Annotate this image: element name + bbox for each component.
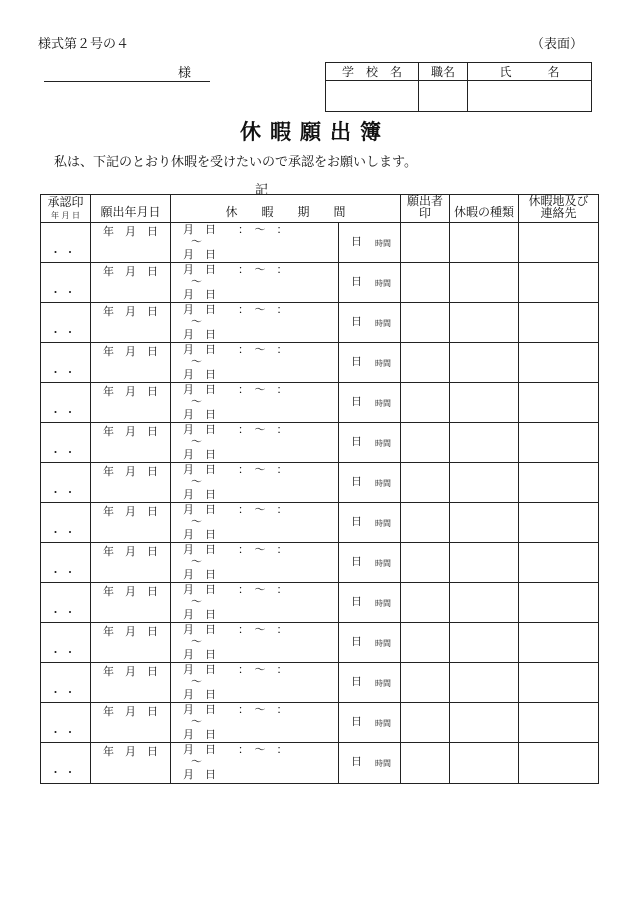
request-date-header [91, 195, 171, 223]
duration-hour-label: 時間 [375, 279, 391, 288]
request-date-placeholder: 年 月 日 [103, 465, 158, 478]
duration-hour-label: 時間 [375, 679, 391, 688]
request-date-placeholder: 年 月 日 [103, 545, 158, 558]
leave-type-cell[interactable] [450, 463, 519, 503]
table-row [41, 343, 599, 383]
duration-day-label: 日 [351, 715, 362, 728]
duration-day-label: 日 [351, 275, 362, 288]
period-to: 月 日 [183, 528, 216, 541]
period-cell[interactable] [171, 263, 339, 303]
duration-cell[interactable] [339, 743, 401, 784]
period-to: 月 日 [183, 248, 216, 261]
destination-cell[interactable] [519, 543, 599, 583]
period-tilde: 〜 [191, 515, 202, 528]
request-date-placeholder: 年 月 日 [103, 385, 158, 398]
period-tilde: 〜 [191, 355, 202, 368]
period-tilde: 〜 [191, 235, 202, 248]
destination-cell[interactable] [519, 583, 599, 623]
request-date-cell[interactable] [91, 463, 171, 503]
approval-cell[interactable] [41, 383, 91, 423]
leave-type-cell[interactable] [450, 743, 519, 784]
period-from: 月 日 ： 〜 ： [183, 383, 288, 396]
form-number: 様式第２号の４ [38, 37, 130, 52]
duration-cell[interactable] [339, 343, 401, 383]
approval-date-dots: ・ ・ [50, 406, 76, 419]
request-statement: 私は、下記のとおり休暇を受けたいので承認をお願いします。 [54, 155, 417, 170]
leave-type-cell[interactable] [450, 543, 519, 583]
duration-cell[interactable] [339, 263, 401, 303]
approval-date-dots: ・ ・ [50, 326, 76, 339]
duration-cell[interactable] [339, 543, 401, 583]
destination-cell[interactable] [519, 423, 599, 463]
period-from: 月 日 ： 〜 ： [183, 583, 288, 596]
period-tilde: 〜 [191, 755, 202, 768]
duration-cell[interactable] [339, 223, 401, 263]
approval-cell[interactable] [41, 583, 91, 623]
addressee-line [44, 81, 210, 82]
period-tilde: 〜 [191, 555, 202, 568]
duration-day-label: 日 [351, 435, 362, 448]
period-cell[interactable] [171, 383, 339, 423]
duration-cell[interactable] [339, 383, 401, 423]
duration-day-label: 日 [351, 635, 362, 648]
applicant-seal-cell[interactable] [401, 463, 450, 503]
applicant-seal-cell[interactable] [401, 583, 450, 623]
period-from: 月 日 ： 〜 ： [183, 703, 288, 716]
table-row [41, 663, 599, 703]
duration-hour-label: 時間 [375, 479, 391, 488]
destination-cell[interactable] [519, 263, 599, 303]
applicant-seal-cell[interactable] [401, 743, 450, 784]
period-tilde: 〜 [191, 715, 202, 728]
period-header-label: 休 暇 期 間 [225, 205, 346, 219]
duration-day-label: 日 [351, 315, 362, 328]
table-row [41, 223, 599, 263]
approval-date-dots: ・ ・ [50, 726, 76, 739]
leave-type-header-label: 休暇の種類 [453, 205, 514, 219]
approval-date-dots: ・ ・ [50, 566, 76, 579]
leave-type-cell[interactable] [450, 223, 519, 263]
period-to: 月 日 [183, 648, 216, 661]
request-date-placeholder: 年 月 日 [103, 705, 158, 718]
applicant-seal-header [401, 195, 450, 223]
addressee-honorific: 様 [178, 66, 192, 81]
period-cell[interactable] [171, 343, 339, 383]
duration-day-label: 日 [351, 675, 362, 688]
period-tilde: 〜 [191, 635, 202, 648]
destination-cell[interactable] [519, 463, 599, 503]
applicant-seal-cell[interactable] [401, 543, 450, 583]
period-cell[interactable] [171, 743, 339, 784]
applicant-seal-cell[interactable] [401, 423, 450, 463]
name-field[interactable] [468, 81, 592, 112]
approval-cell[interactable] [41, 423, 91, 463]
applicant-seal-cell[interactable] [401, 303, 450, 343]
approval-date-dots: ・ ・ [50, 286, 76, 299]
request-date-placeholder: 年 月 日 [103, 745, 158, 758]
applicant-seal-cell[interactable] [401, 383, 450, 423]
approval-date-dots: ・ ・ [50, 526, 76, 539]
approval-cell[interactable] [41, 463, 91, 503]
period-to: 月 日 [183, 448, 216, 461]
approval-cell[interactable] [41, 703, 91, 743]
duration-hour-label: 時間 [375, 759, 391, 768]
duration-hour-label: 時間 [375, 239, 391, 248]
leave-type-cell[interactable] [450, 583, 519, 623]
approval-header-label: 承認印 [47, 195, 84, 209]
destination-cell[interactable] [519, 623, 599, 663]
duration-cell[interactable] [339, 583, 401, 623]
applicant-seal-cell[interactable] [401, 343, 450, 383]
period-to: 月 日 [183, 768, 216, 781]
leave-type-cell[interactable] [450, 303, 519, 343]
period-tilde: 〜 [191, 595, 202, 608]
applicant-seal-cell[interactable] [401, 503, 450, 543]
table-row [41, 463, 599, 503]
school-name-field[interactable] [326, 81, 419, 112]
leave-type-cell[interactable] [450, 703, 519, 743]
table-row [41, 623, 599, 663]
leave-type-cell[interactable] [450, 423, 519, 463]
period-from: 月 日 ： 〜 ： [183, 343, 288, 356]
period-to: 月 日 [183, 728, 216, 741]
approval-date-dots: ・ ・ [50, 606, 76, 619]
duration-day-label: 日 [351, 515, 362, 528]
period-from: 月 日 ： 〜 ： [183, 303, 288, 316]
period-tilde: 〜 [191, 275, 202, 288]
approval-cell[interactable] [41, 263, 91, 303]
period-from: 月 日 ： 〜 ： [183, 743, 288, 756]
duration-hour-label: 時間 [375, 359, 391, 368]
table-row [41, 503, 599, 543]
request-date-cell[interactable] [91, 663, 171, 703]
destination-cell[interactable] [519, 663, 599, 703]
period-to: 月 日 [183, 368, 216, 381]
period-from: 月 日 ： 〜 ： [183, 223, 288, 236]
destination-cell[interactable] [519, 223, 599, 263]
request-date-cell[interactable] [91, 623, 171, 663]
applicant-seal-cell[interactable] [401, 663, 450, 703]
leave-type-cell[interactable] [450, 663, 519, 703]
request-date-cell[interactable] [91, 263, 171, 303]
name-header: 氏 名 [468, 63, 592, 81]
position-field[interactable] [419, 81, 468, 112]
approval-cell[interactable] [41, 543, 91, 583]
request-date-cell[interactable] [91, 383, 171, 423]
period-cell[interactable] [171, 303, 339, 343]
request-date-placeholder: 年 月 日 [103, 305, 158, 318]
duration-cell[interactable] [339, 623, 401, 663]
duration-hour-label: 時間 [375, 319, 391, 328]
period-tilde: 〜 [191, 315, 202, 328]
duration-day-label: 日 [351, 555, 362, 568]
approval-cell[interactable] [41, 663, 91, 703]
period-from: 月 日 ： 〜 ： [183, 663, 288, 676]
duration-hour-label: 時間 [375, 399, 391, 408]
duration-cell[interactable] [339, 503, 401, 543]
request-date-cell[interactable] [91, 703, 171, 743]
table-row [41, 583, 599, 623]
approval-date-dots: ・ ・ [50, 366, 76, 379]
approval-date-dots: ・ ・ [50, 486, 76, 499]
period-to: 月 日 [183, 288, 216, 301]
period-tilde: 〜 [191, 675, 202, 688]
request-date-cell[interactable] [91, 343, 171, 383]
approval-cell[interactable] [41, 623, 91, 663]
period-cell[interactable] [171, 583, 339, 623]
destination-header [519, 195, 599, 223]
request-date-placeholder: 年 月 日 [103, 625, 158, 638]
period-cell[interactable] [171, 543, 339, 583]
request-date-placeholder: 年 月 日 [103, 425, 158, 438]
duration-cell[interactable] [339, 703, 401, 743]
request-date-cell[interactable] [91, 543, 171, 583]
approval-cell[interactable] [41, 503, 91, 543]
page-title: 休暇願出簿 [240, 119, 390, 144]
period-from: 月 日 ： 〜 ： [183, 263, 288, 276]
period-tilde: 〜 [191, 435, 202, 448]
approval-date-header: 年 月 日 [50, 211, 81, 220]
approval-cell[interactable] [41, 743, 91, 784]
approval-date-dots: ・ ・ [50, 686, 76, 699]
position-header: 職名 [419, 63, 468, 81]
request-date-placeholder: 年 月 日 [103, 585, 158, 598]
leave-type-cell[interactable] [450, 503, 519, 543]
leave-type-cell[interactable] [450, 263, 519, 303]
applicant-seal-cell[interactable] [401, 703, 450, 743]
period-cell[interactable] [171, 663, 339, 703]
request-date-placeholder: 年 月 日 [103, 225, 158, 238]
applicant-seal-cell[interactable] [401, 263, 450, 303]
leave-type-cell[interactable] [450, 343, 519, 383]
duration-hour-label: 時間 [375, 519, 391, 528]
destination-cell[interactable] [519, 503, 599, 543]
approval-header [41, 195, 91, 223]
period-cell[interactable] [171, 223, 339, 263]
leave-type-cell[interactable] [450, 623, 519, 663]
leave-request-table [40, 194, 599, 784]
period-to: 月 日 [183, 608, 216, 621]
request-date-placeholder: 年 月 日 [103, 345, 158, 358]
approval-date-dots: ・ ・ [50, 446, 76, 459]
period-to: 月 日 [183, 488, 216, 501]
table-row [41, 423, 599, 463]
period-to: 月 日 [183, 328, 216, 341]
destination-cell[interactable] [519, 743, 599, 784]
destination-cell[interactable] [519, 303, 599, 343]
applicant-seal-header-label: 願出者 印 [406, 194, 443, 220]
duration-cell[interactable] [339, 303, 401, 343]
period-from: 月 日 ： 〜 ： [183, 503, 288, 516]
request-date-placeholder: 年 月 日 [103, 665, 158, 678]
approval-cell[interactable] [41, 303, 91, 343]
duration-day-label: 日 [351, 395, 362, 408]
destination-header-label: 休暇地及び 連絡先 [528, 194, 589, 220]
duration-cell[interactable] [339, 663, 401, 703]
period-to: 月 日 [183, 568, 216, 581]
period-cell[interactable] [171, 463, 339, 503]
duration-hour-label: 時間 [375, 559, 391, 568]
period-header [171, 195, 401, 223]
duration-day-label: 日 [351, 595, 362, 608]
approval-cell[interactable] [41, 343, 91, 383]
table-row [41, 743, 599, 784]
period-to: 月 日 [183, 688, 216, 701]
duration-day-label: 日 [351, 235, 362, 248]
duration-hour-label: 時間 [375, 719, 391, 728]
approval-cell[interactable] [41, 223, 91, 263]
request-date-placeholder: 年 月 日 [103, 265, 158, 278]
signature-box [325, 62, 592, 112]
period-tilde: 〜 [191, 395, 202, 408]
period-tilde: 〜 [191, 475, 202, 488]
duration-cell[interactable] [339, 423, 401, 463]
side-label: （表面） [531, 37, 584, 52]
request-date-cell[interactable] [91, 223, 171, 263]
leave-type-header [450, 195, 519, 223]
duration-day-label: 日 [351, 755, 362, 768]
destination-cell[interactable] [519, 343, 599, 383]
period-from: 月 日 ： 〜 ： [183, 543, 288, 556]
applicant-seal-cell[interactable] [401, 223, 450, 263]
duration-cell[interactable] [339, 463, 401, 503]
request-date-cell[interactable] [91, 743, 171, 784]
table-row [41, 543, 599, 583]
duration-hour-label: 時間 [375, 439, 391, 448]
destination-cell[interactable] [519, 703, 599, 743]
table-row [41, 383, 599, 423]
request-date-cell[interactable] [91, 303, 171, 343]
period-to: 月 日 [183, 408, 216, 421]
ki-label: 記 [255, 183, 269, 198]
approval-date-dots: ・ ・ [50, 766, 76, 779]
school-name-header: 学 校 名 [326, 63, 419, 81]
leave-type-cell[interactable] [450, 383, 519, 423]
period-from: 月 日 ： 〜 ： [183, 463, 288, 476]
request-date-cell[interactable] [91, 583, 171, 623]
request-date-cell[interactable] [91, 423, 171, 463]
approval-date-dots: ・ ・ [50, 646, 76, 659]
table-row [41, 263, 599, 303]
duration-day-label: 日 [351, 355, 362, 368]
duration-hour-label: 時間 [375, 599, 391, 608]
destination-cell[interactable] [519, 383, 599, 423]
duration-hour-label: 時間 [375, 639, 391, 648]
request-date-placeholder: 年 月 日 [103, 505, 158, 518]
period-cell[interactable] [171, 703, 339, 743]
period-cell[interactable] [171, 503, 339, 543]
table-row [41, 303, 599, 343]
duration-day-label: 日 [351, 475, 362, 488]
request-date-cell[interactable] [91, 503, 171, 543]
period-cell[interactable] [171, 623, 339, 663]
request-date-header-label: 願出年月日 [100, 205, 161, 219]
period-from: 月 日 ： 〜 ： [183, 423, 288, 436]
table-row [41, 703, 599, 743]
applicant-seal-cell[interactable] [401, 623, 450, 663]
approval-date-dots: ・ ・ [50, 246, 76, 259]
period-cell[interactable] [171, 423, 339, 463]
period-from: 月 日 ： 〜 ： [183, 623, 288, 636]
